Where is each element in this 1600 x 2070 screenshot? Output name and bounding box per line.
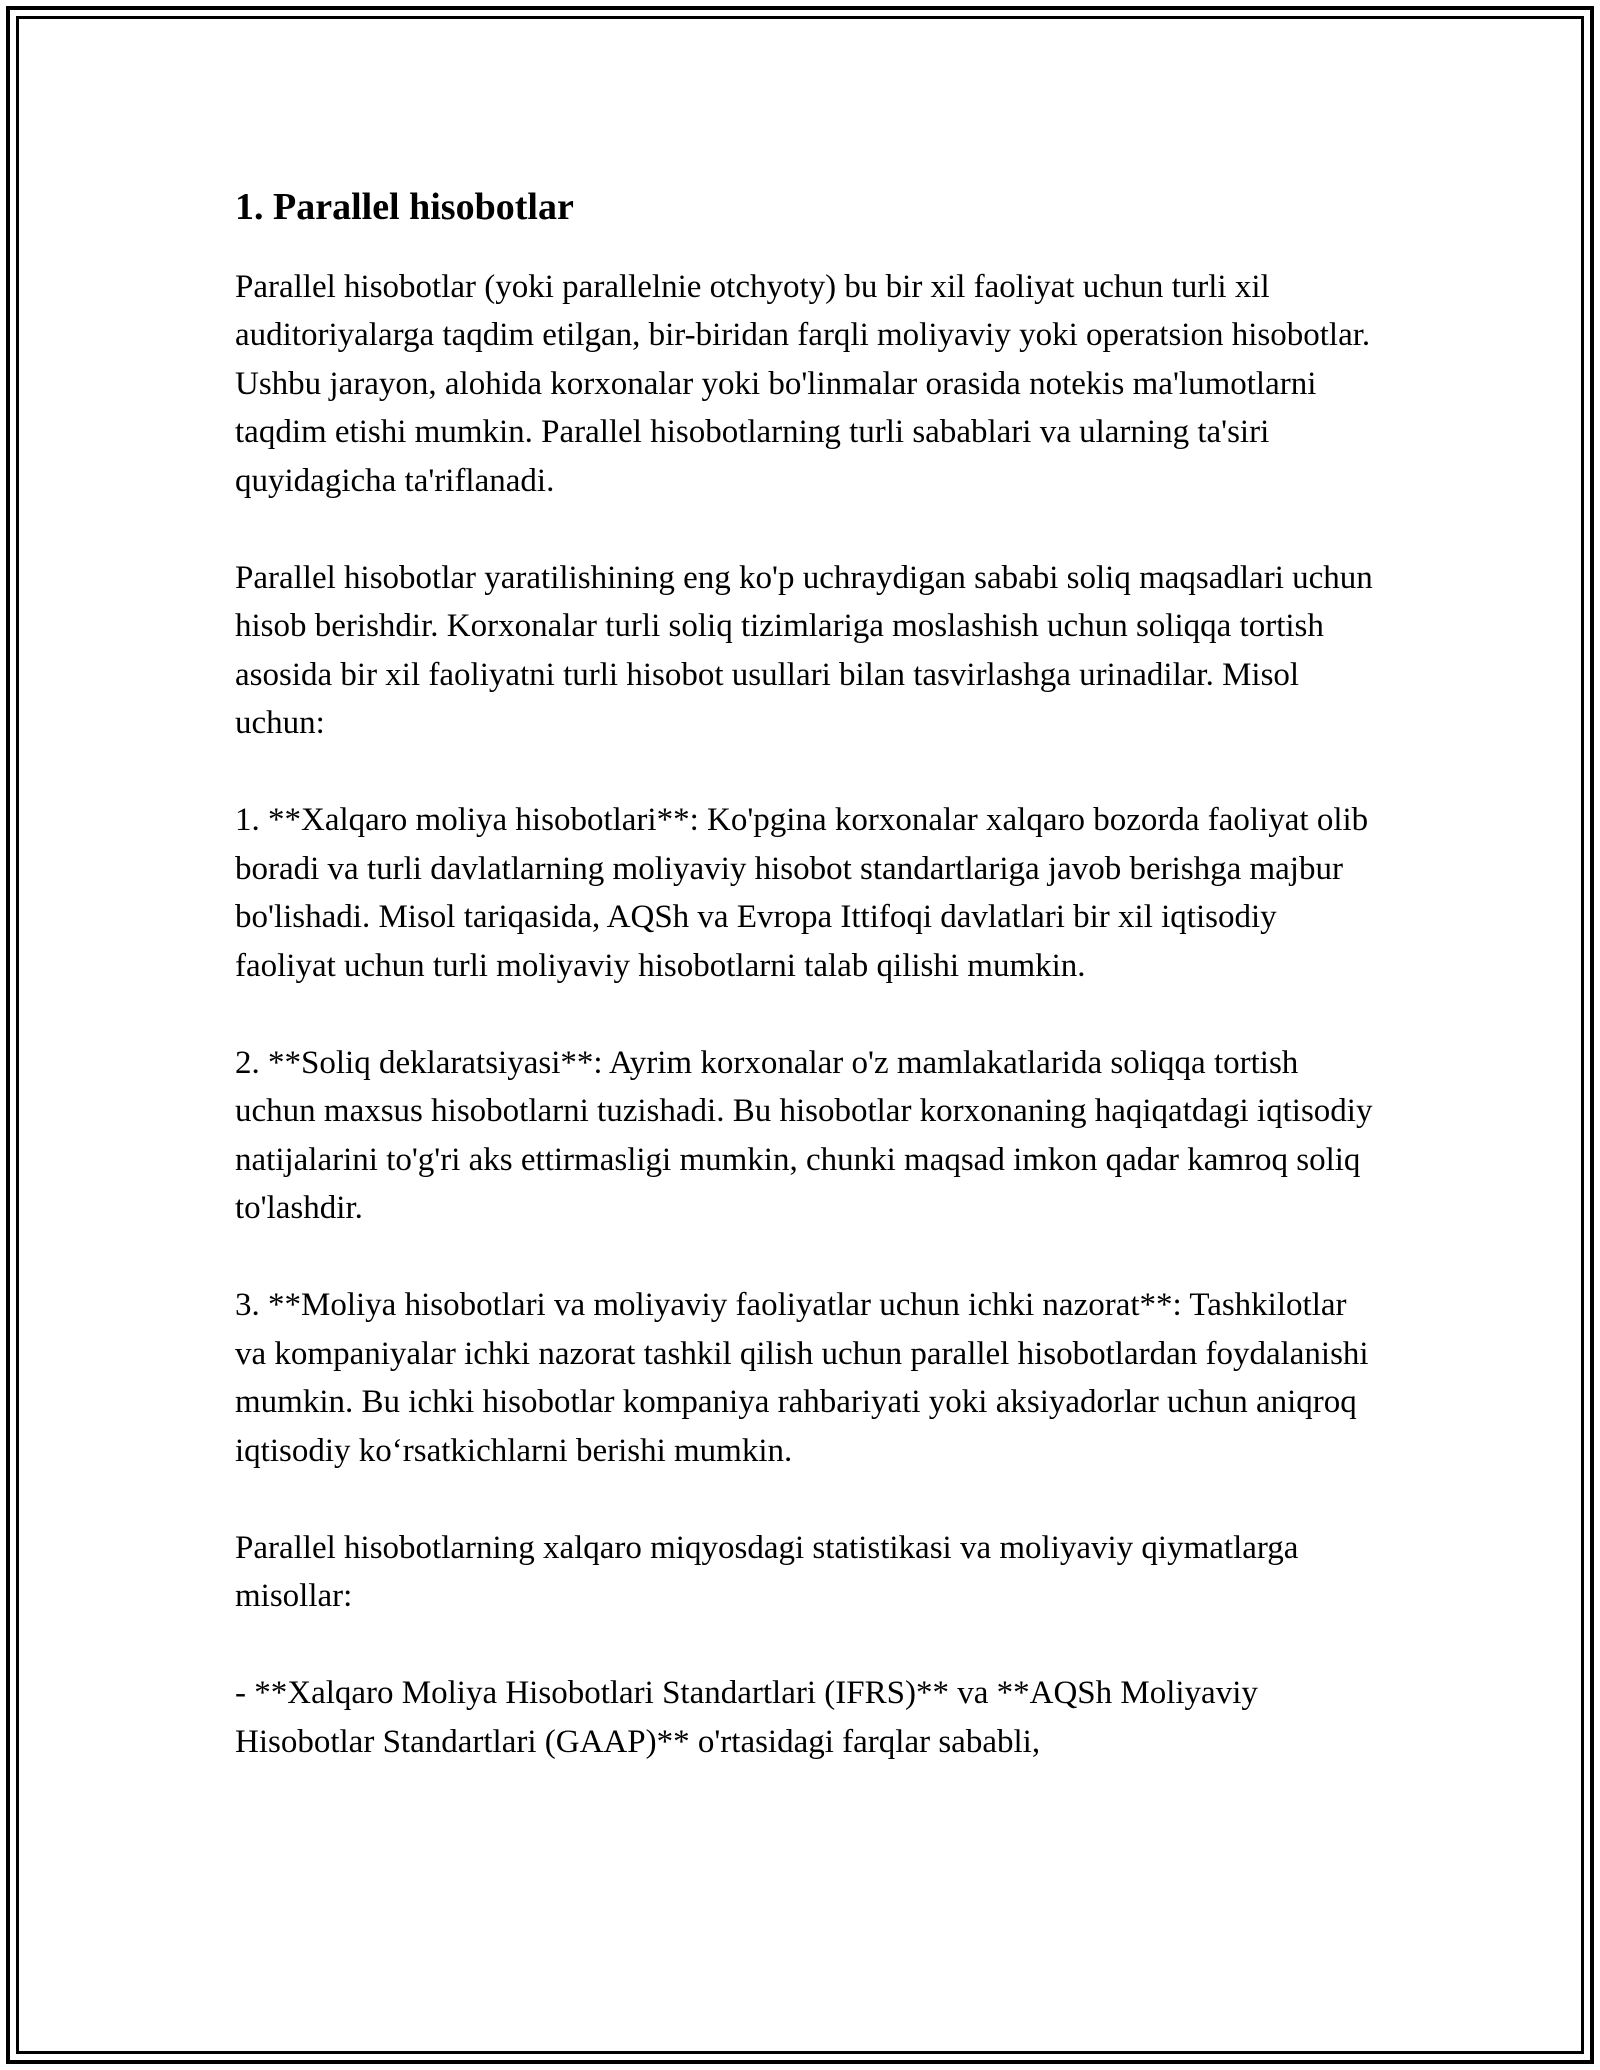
bullet-item-ifrs-gaap: - **Xalqaro Moliya Hisobotlari Standartlari (IFRS)** va **AQSh Moliyaviy Hisobotlar Standartlari (GAAP)** o'rtasidagi farqlar sababli, bbox=[235, 1675, 1258, 1760]
paragraph-intro: Parallel hisobotlar (yoki parallelnie otchyoty) bu bir xil faoliyat uchun turli xil auditoriyalarga taqdim etilgan, bir-biridan farqli moliyaviy yoki operatsion hisobotlar. Ushbu jarayon, alohida korxonalar yoki bo'linmalar orasida notekis ma'lumotlarni taqdim etishi mumkin. Parallel hisobotlarning turli sabablari va ularning ta'siri quyidagicha ta'riflanadi. bbox=[235, 268, 1371, 499]
document-body bbox=[235, 185, 1375, 1766]
list-item-3: 3. **Moliya hisobotlari va moliyaviy faoliyatlar uchun ichki nazorat**: Tashkilotlar va kompaniyalar ichki nazorat tashkil qilish uchun parallel hisobotlardan foydalanishi mumkin. Bu ichki hisobotlar kompaniya rahbariyati yoki aksiyadorlar uchun aniqroq iqtisodiy koʻrsatkichlarni berishi mumkin. bbox=[235, 1287, 1369, 1469]
list-item-2: 2. **Soliq deklaratsiyasi**: Ayrim korxonalar o'z mamlakatlarida soliqqa tortish uchun maxsus hisobotlarni tuzishadi. Bu hisobotlar korxonaning haqiqatdagi iqtisodiy natijalarini to'g'ri aks ettirmasligi mumkin, chunki maqsad imkon qadar kamroq soliq to'lashdir. bbox=[235, 1044, 1373, 1227]
section-heading: 1. Parallel hisobotlar bbox=[235, 186, 574, 228]
paragraph-examples-intro: Parallel hisobotlarning xalqaro miqyosdagi statistikasi va moliyaviy qiymatlarga misollar: bbox=[235, 1529, 1299, 1615]
list-item-1: 1. **Xalqaro moliya hisobotlari**: Ko'pgina korxonalar xalqaro bozorda faoliyat olib boradi va turli davlatlarning moliyaviy hisobot standartlariga javob berishga majbur bo'lishadi. Misol tariqasida, AQSh va Evropa Ittifoqi davlatlari bir xil iqtisodiy faoliyat uchun turli moliyaviy hisobotlarni talab qilishi mumkin. bbox=[235, 802, 1369, 984]
paragraph-reason: Parallel hisobotlar yaratilishining eng ko'p uchraydigan sababi soliq maqsadlari uchun hisob berishdir. Korxonalar turli soliq tizimlariga moslashish uchun soliqqa tortish asosida bir xil faoliyatni turli hisobot usullari bilan tasvirlashga urinadilar. Misol uchun: bbox=[235, 559, 1373, 742]
